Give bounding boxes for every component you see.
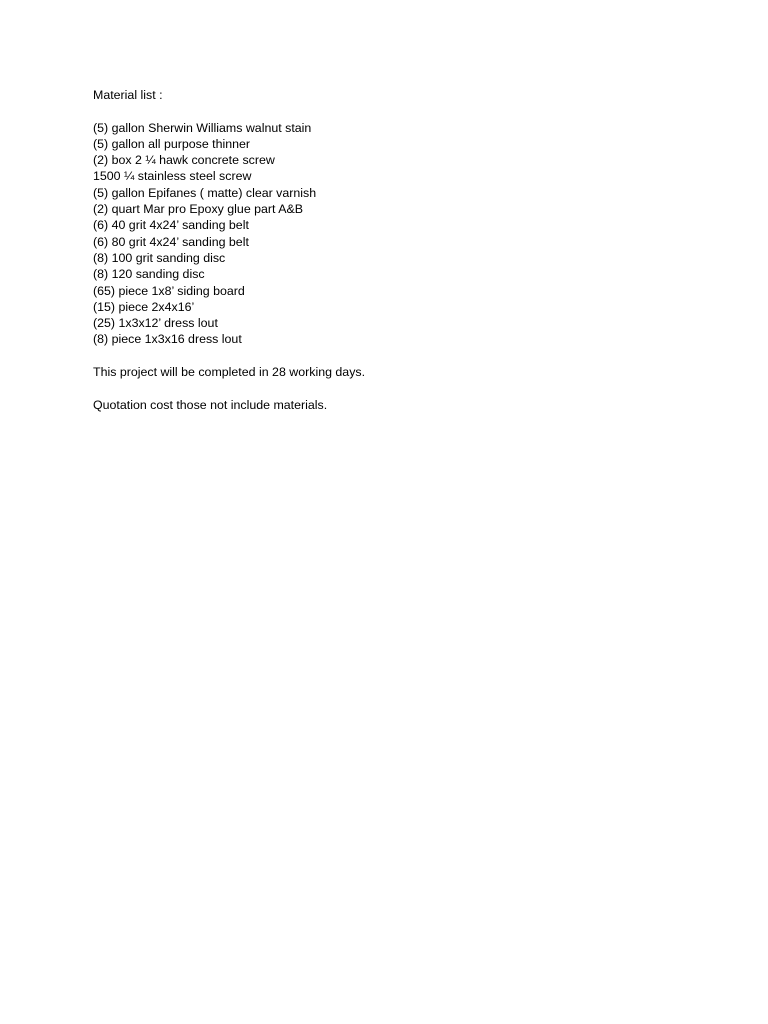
material-item: (2) box 2 ¼ hawk concrete screw <box>93 153 275 168</box>
material-item: (8) 120 sanding disc <box>93 267 205 282</box>
material-item: (8) 100 grit sanding disc <box>93 250 226 265</box>
material-item: (5) gallon all purpose thinner <box>93 136 251 151</box>
material-item: (5) gallon Epifanes ( matte) clear varnish <box>93 185 317 200</box>
quotation-note: Quotation cost those not include materials. <box>93 397 328 412</box>
material-item: (25) 1x3x12’ dress lout <box>93 316 218 331</box>
material-item: (6) 40 grit 4x24’ sanding belt <box>93 218 249 233</box>
material-item: (15) piece 2x4x16’ <box>93 299 195 314</box>
material-list-heading: Material list : <box>93 88 163 102</box>
material-item: (8) piece 1x3x16 dress lout <box>93 332 242 347</box>
material-item: (5) gallon Sherwin Williams walnut stain <box>93 120 312 135</box>
material-item: 1500 ¼ stainless steel screw <box>93 169 252 184</box>
material-item: (2) quart Mar pro Epoxy glue part A&B <box>93 202 304 217</box>
material-item: (65) piece 1x8’ siding board <box>93 283 245 298</box>
material-item: (6) 80 grit 4x24’ sanding belt <box>93 234 249 249</box>
material-list <box>93 120 693 348</box>
document-page <box>93 87 693 429</box>
completion-note: This project will be completed in 28 working days. <box>93 365 366 380</box>
